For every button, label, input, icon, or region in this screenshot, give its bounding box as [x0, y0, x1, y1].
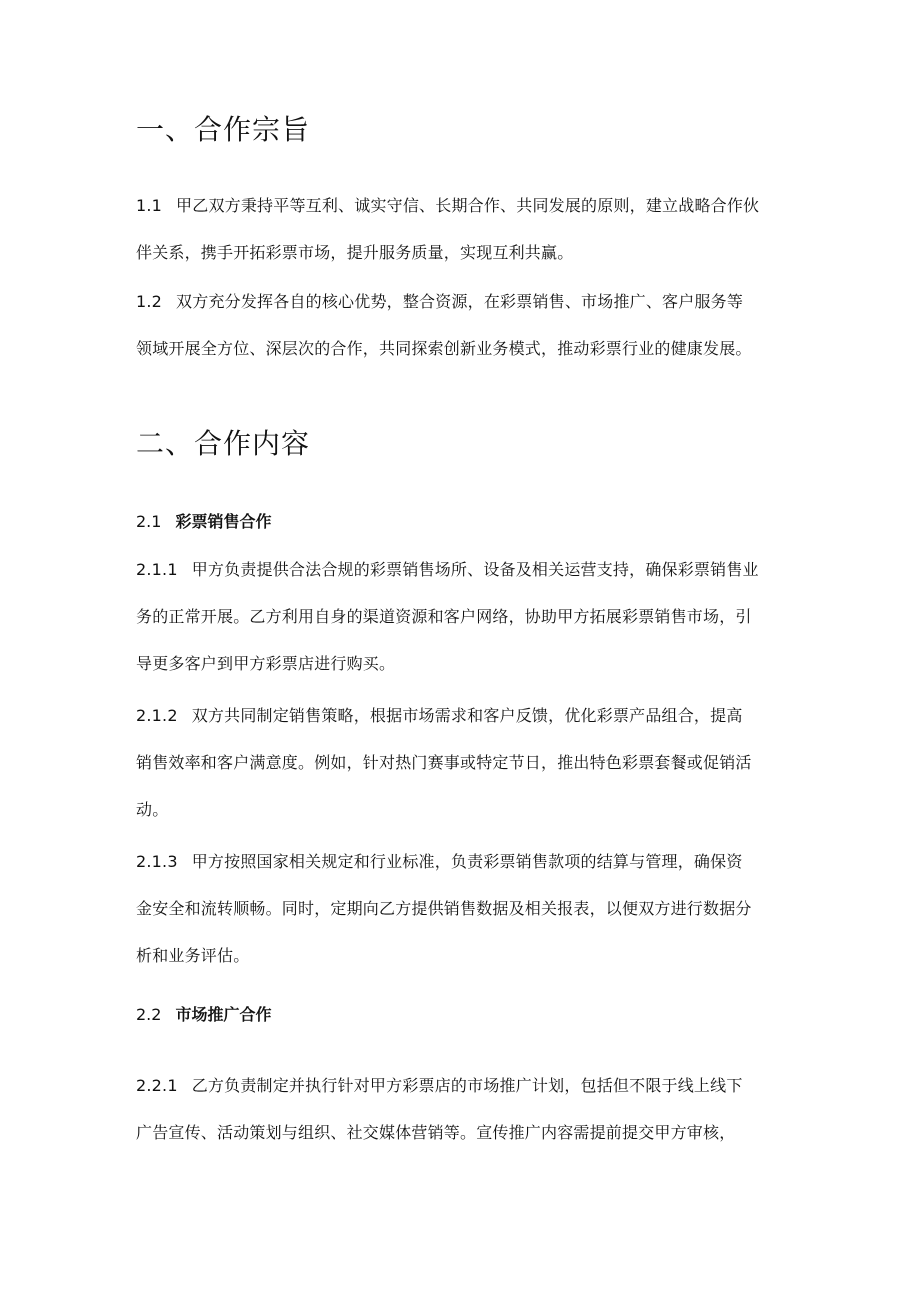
paragraph-number: 2.1.2 [136, 706, 178, 725]
paragraph-line [136, 850, 784, 897]
section-heading-2: 二、合作内容 [136, 427, 311, 460]
paragraph-1-2 [136, 290, 784, 384]
paragraph-line: 广告宣传、活动策划与组织、社交媒体营销等。宣传推广内容需提前提交甲方审核， [136, 1123, 736, 1142]
paragraph-line [136, 704, 784, 751]
paragraph-line: 务的正常开展。乙方利用自身的渠道资源和客户网络，协助甲方拓展彩票销售市场，引 [136, 607, 752, 626]
paragraph-line [136, 290, 784, 337]
paragraph-number: 2.2.1 [136, 1076, 178, 1095]
paragraph-text: 甲方按照国家相关规定和行业标准，负责彩票销售款项的结算与管理，确保资 [191, 852, 743, 871]
paragraph-text: 甲方负责提供合法合规的彩票销售场所、设备及相关运营支持，确保彩票销售业 [191, 560, 759, 579]
paragraph-number: 1.2 [136, 292, 163, 311]
paragraph-text: 甲乙双方秉持平等互利、诚实守信、长期合作、共同发展的原则，建立战略合作伙 [176, 196, 760, 215]
subsection-number: 2.2 [136, 1005, 162, 1024]
paragraph-text: 双方共同制定销售策略，根据市场需求和客户反馈，优化彩票产品组合，提高 [191, 706, 743, 725]
paragraph-line [136, 1074, 784, 1121]
paragraph-2-1-2 [136, 704, 784, 845]
paragraph-2-2-1 [136, 1074, 784, 1168]
section-heading-1: 一、合作宗旨 [136, 113, 311, 146]
paragraph-line [136, 558, 784, 605]
paragraph-number: 1.1 [136, 196, 163, 215]
paragraph-line: 动。 [136, 800, 169, 819]
paragraph-number: 2.1.3 [136, 852, 178, 871]
subsection-heading-2-1 [136, 510, 271, 534]
paragraph-1-1 [136, 194, 784, 288]
paragraph-2-1-1 [136, 558, 784, 699]
paragraph-line: 金安全和流转顺畅。同时，定期向乙方提供销售数据及相关报表，以便双方进行数据分 [136, 899, 752, 918]
paragraph-line: 伴关系，携手开拓彩票市场，提升服务质量，实现互利共赢。 [136, 243, 574, 262]
paragraph-line: 领域开展全方位、深层次的合作，共同探索创新业务模式，推动彩票行业的健康发展。 [136, 339, 752, 358]
paragraph-line: 销售效率和客户满意度。例如，针对热门赛事或特定节日，推出特色彩票套餐或促销活 [136, 753, 752, 772]
subsection-title: 市场推广合作 [175, 1005, 272, 1024]
paragraph-line: 析和业务评估。 [136, 946, 250, 965]
paragraph-text: 双方充分发挥各自的核心优势，整合资源，在彩票销售、市场推广、客户服务等 [176, 292, 744, 311]
paragraph-line: 导更多客户到甲方彩票店进行购买。 [136, 654, 396, 673]
paragraph-2-1-3 [136, 850, 784, 991]
subsection-heading-2-2 [136, 1003, 271, 1027]
paragraph-number: 2.1.1 [136, 560, 178, 579]
paragraph-text: 乙方负责制定并执行针对甲方彩票店的市场推广计划，包括但不限于线上线下 [191, 1076, 743, 1095]
subsection-number: 2.1 [136, 512, 162, 531]
paragraph-line [136, 194, 784, 241]
subsection-title: 彩票销售合作 [175, 512, 272, 531]
